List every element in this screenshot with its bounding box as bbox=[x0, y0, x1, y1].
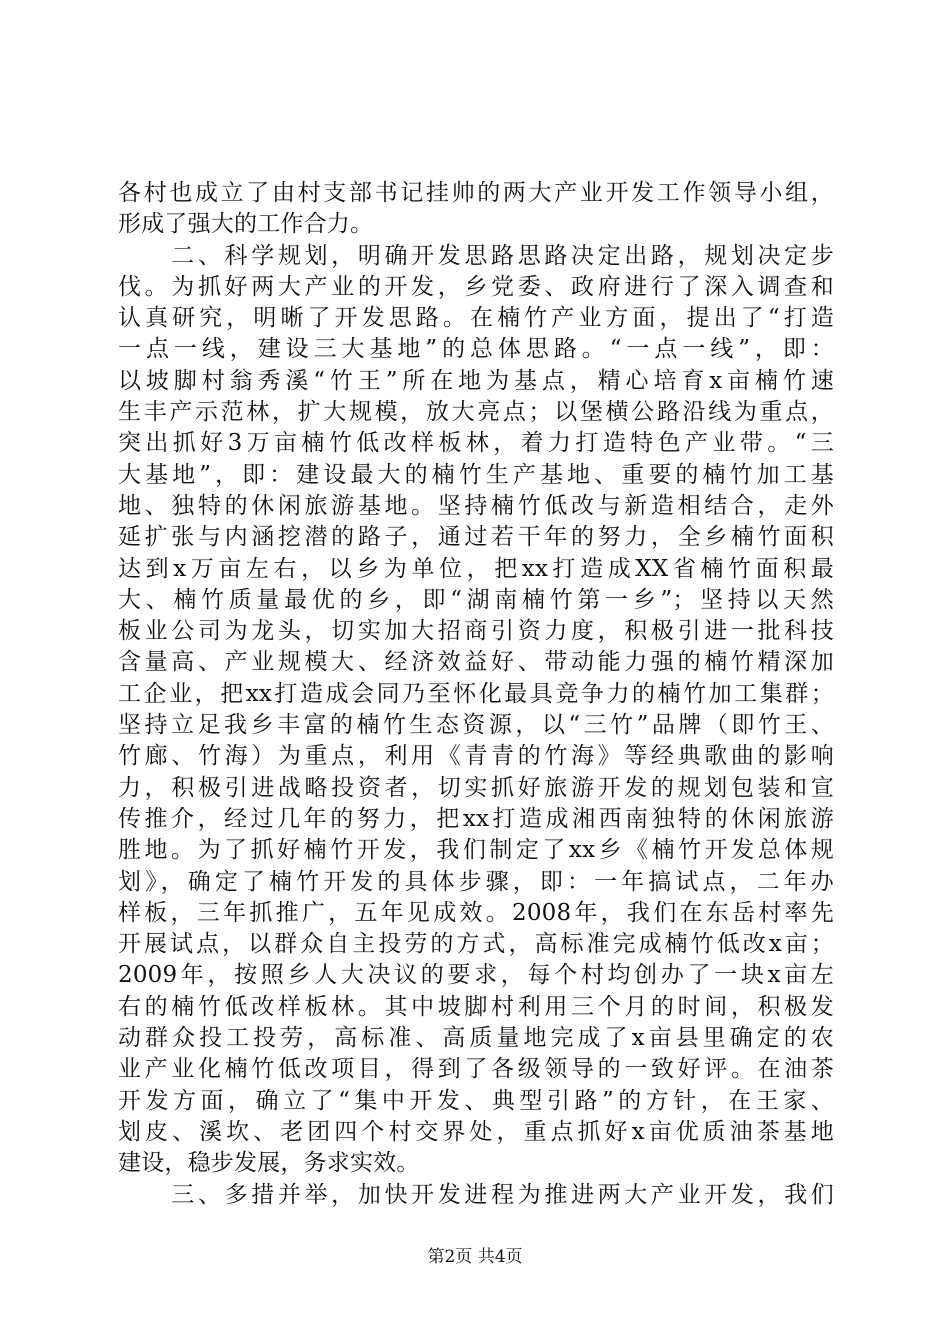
text-line: 达到x万亩左右，以乡为单位，把xx打造成XX省楠竹面积最 bbox=[118, 555, 834, 582]
text-line: 坚持立足我乡丰富的楠竹生态资源，以“三竹”品牌（即竹王、 bbox=[118, 712, 834, 739]
text-line: 建设，稳步发展，务求实效。 bbox=[118, 1150, 420, 1177]
text-line: 力，积极引进战略投资者，切实抓好旅游开发的规划包装和宣 bbox=[118, 774, 834, 801]
text-line: 伐。为抓好两大产业的开发，乡党委、政府进行了深入调查和 bbox=[118, 273, 834, 300]
page-footer: 第2页 共4页 bbox=[427, 1247, 523, 1267]
text-line: 大、楠竹质量最优的乡，即“湖南楠竹第一乡”；坚持以天然 bbox=[118, 586, 834, 613]
text-line: 突出抓好3万亩楠竹低改样板林，着力打造特色产业带。“三 bbox=[118, 430, 834, 457]
text-line: 2009年，按照乡人大决议的要求，每个村均创办了一块x亩左 bbox=[118, 962, 834, 989]
text-line: 划皮、溪坎、老团四个村交界处，重点抓好x亩优质油茶基地 bbox=[118, 1118, 834, 1145]
text-line: 大基地”，即：建设最大的楠竹生产基地、重要的楠竹加工基 bbox=[118, 461, 834, 488]
text-line: 认真研究，明晰了开发思路。在楠竹产业方面，提出了“打造 bbox=[118, 305, 834, 332]
text-line: 胜地。为了抓好楠竹开发，我们制定了xx乡《楠竹开发总体规 bbox=[118, 837, 834, 864]
text-line: 三、多措并举，加快开发进程为推进两大产业开发，我们 bbox=[118, 1181, 834, 1208]
text-line: 划》，确定了楠竹开发的具体步骤，即：一年搞试点，二年办 bbox=[118, 868, 834, 895]
text-line: 生丰产示范林，扩大规模，放大亮点；以堡横公路沿线为重点， bbox=[118, 399, 834, 426]
text-line: 各村也成立了由村支部书记挂帅的两大产业开发工作领导小组， bbox=[118, 180, 834, 206]
text-line: 开发方面，确立了“集中开发、典型引路”的方针，在王家、 bbox=[118, 1087, 834, 1114]
text-line: 样板，三年抓推广，五年见成效。2008年，我们在东岳村率先 bbox=[118, 899, 834, 926]
text-line: 延扩张与内涵挖潜的路子，通过若干年的努力，全乡楠竹面积 bbox=[118, 524, 834, 551]
text-line: 地、独特的休闲旅游基地。坚持楠竹低改与新造相结合，走外 bbox=[118, 492, 834, 519]
body-text bbox=[118, 178, 834, 1211]
text-line: 动群众投工投劳，高标准、高质量地完成了x亩县里确定的农 bbox=[118, 1025, 834, 1052]
text-line: 右的楠竹低改样板林。其中坡脚村利用三个月的时间，积极发 bbox=[118, 993, 834, 1020]
text-line: 二、科学规划，明确开发思路思路决定出路，规划决定步 bbox=[118, 242, 834, 269]
text-line: 板业公司为龙头，切实加大招商引资力度，积极引进一批科技 bbox=[118, 618, 834, 645]
text-line: 含量高、产业规模大、经济效益好、带动能力强的楠竹精深加 bbox=[118, 649, 834, 676]
text-line: 竹廊、竹海）为重点，利用《青青的竹海》等经典歌曲的影响 bbox=[118, 743, 834, 770]
text-line: 以坡脚村翁秀溪“竹王”所在地为基点，精心培育x亩楠竹速 bbox=[118, 367, 834, 394]
text-line: 一点一线，建设三大基地”的总体思路。“一点一线”，即： bbox=[118, 336, 834, 363]
text-line: 传推介，经过几年的努力，把xx打造成湘西南独特的休闲旅游 bbox=[118, 805, 834, 832]
text-line: 形成了强大的工作合力。 bbox=[118, 211, 374, 238]
text-line: 开展试点，以群众自主投劳的方式，高标准完成楠竹低改x亩； bbox=[118, 931, 834, 958]
text-line: 工企业，把xx打造成会同乃至怀化最具竞争力的楠竹加工集群； bbox=[118, 680, 834, 707]
text-line: 业产业化楠竹低改项目，得到了各级领导的一致好评。在油茶 bbox=[118, 1056, 834, 1083]
